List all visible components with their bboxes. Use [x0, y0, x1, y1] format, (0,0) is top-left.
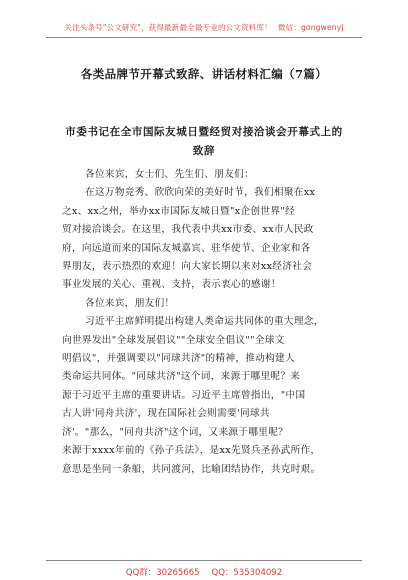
header-banner: [0, 22, 408, 33]
speech-title-line2: 致辞: [192, 145, 216, 157]
body-line: 来源于xxxx年前的《孙子兵法》，是xx先贤兵圣孙武所作，: [62, 445, 321, 457]
document-title: 各类品牌节开幕式致辞、讲话材料汇编（7篇）: [80, 67, 328, 81]
header-rule: [46, 37, 362, 38]
header-notice: 关注头条号"公文研究"，获得最新最全最专业的公文资料库！: [64, 23, 272, 32]
body-line: 向世界发出"全球发展倡议""全球安全倡议""全球文: [62, 334, 285, 346]
footer-qq: QQ：535304092: [211, 568, 283, 578]
body-line: 各位来宾，朋友们！: [85, 297, 175, 309]
footer-contact: [0, 566, 408, 578]
body-line: 界朋友，表示热烈的欢迎！向大家长期以来对xx经济社会: [62, 261, 313, 273]
body-line: 类命运共同体。"同球共济"这个词，来源于哪里呢？来: [62, 371, 301, 383]
speech-body: [62, 166, 362, 479]
body-line: 源于习近平主席的重要讲话。习近平主席曾指出，"中国: [62, 389, 306, 401]
footer-qq-group: QQ群：30265665: [125, 568, 200, 578]
body-line: 贸对接洽谈会。在这里，我代表中共xx市委、xx市人民政: [62, 224, 314, 236]
header-wechat: 微信：gongwenyj: [277, 23, 344, 32]
body-line: 意思是坐同一条船，共同渡河，比喻团结协作，共克时艰。: [62, 463, 321, 475]
body-line: 府，向远道而来的国际友城嘉宾、驻华使节、企业家和各: [62, 242, 311, 254]
speech-title-line1: 市委书记在全市国际友城日暨经贸对接洽谈会开幕式上的: [65, 126, 343, 138]
body-line: 明倡议"，并强调要以"同球共济"的精神，推动构建人: [62, 353, 296, 365]
body-line: 在这万物竞秀、欣欣向荣的美好时节，我们相聚在xx: [85, 187, 316, 199]
body-line: 古人讲'同舟共济'，现在国际社会则需要'同球共: [62, 408, 270, 420]
body-line: 各位来宾，女士们、先生们、朋友们：: [85, 169, 255, 180]
body-line: 事业发展的关心、重视、支持，表示衷心的感谢！: [62, 279, 281, 291]
body-line: 习近平主席鲜明提出构建人类命运共同体的重大理念，: [85, 316, 324, 328]
footer-rule: [46, 560, 362, 561]
body-line: 之x、xx之州，举办xx市国际友城日暨"x企创世界"经: [62, 205, 296, 217]
body-line: 济'。"那么，"同舟共济"这个词，又来源于哪里呢？: [62, 426, 289, 438]
